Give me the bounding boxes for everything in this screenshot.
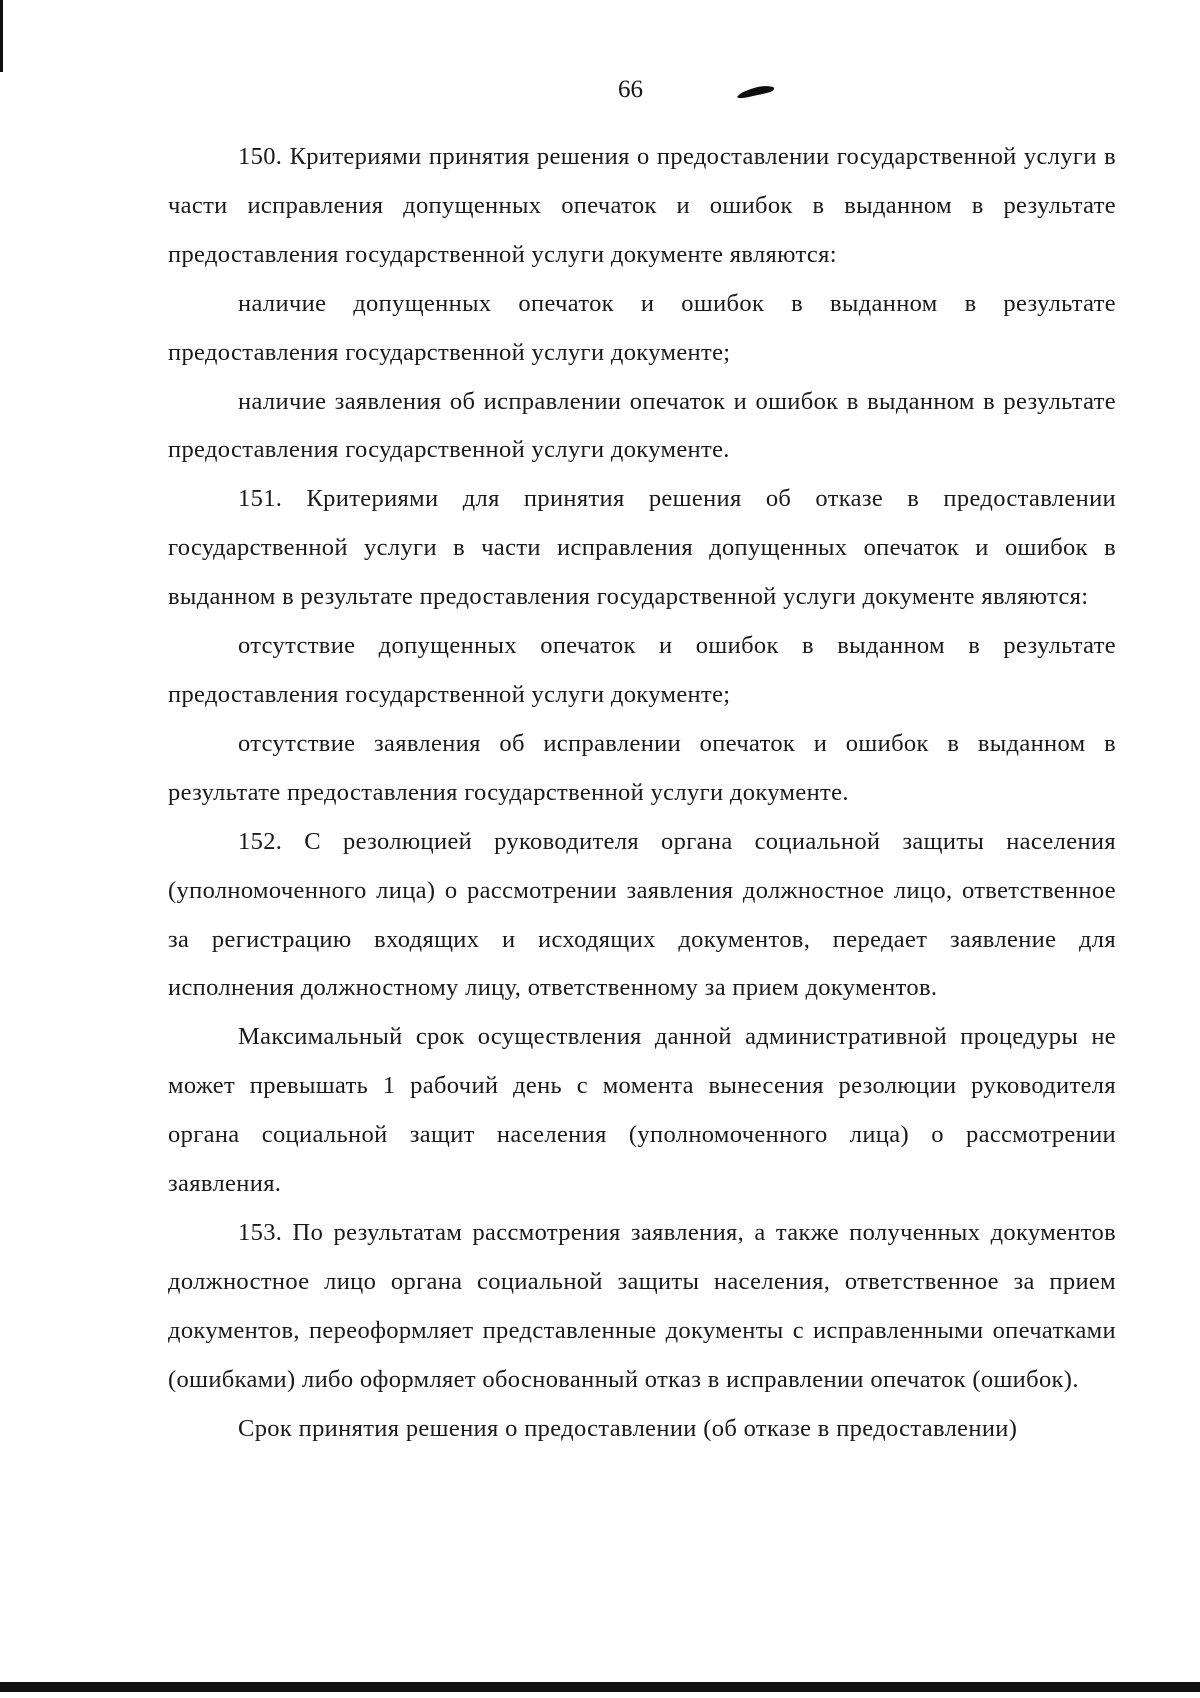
paragraph-151-criterion-2: отсутствие заявления об исправлении опечаток и ошибок в выданном в результате предоставления государственной услуги документе. <box>168 729 1116 806</box>
paragraph-153: 153. По результатам рассмотрения заявления, а также полученных документов должностное лицо органа социальной защиты населения, ответственное за прием документов, переоформляет представленные документы с исправленными опечатками (ошибками) либо оформляет обоснованный отказ в исправлении опечаток (ошибок). <box>168 1218 1116 1393</box>
scan-edge-bottom <box>0 1682 1200 1692</box>
document-body <box>168 133 1116 1453</box>
paragraph-153-deadline: Срок принятия решения о предоставлении (об отказе в предоставлении) <box>238 1414 1018 1442</box>
paragraph-151-criterion-1: отсутствие допущенных опечаток и ошибок в выданном в результате предоставления государственной услуги документе; <box>168 632 1116 708</box>
paragraph-152: 152. С резолюцией руководителя органа социальной защиты населения (уполномоченного лица) о рассмотрении заявления должностное лицо, ответственное за регистрацию входящих и исходящих документов, передает заявление для исполнения должностному лицу, ответственному за прием документов. <box>168 827 1116 1002</box>
page-number: 66 <box>618 76 643 103</box>
paragraph-150: 150. Критериями принятия решения о предоставлении государственной услуги в части исправления допущенных опечаток и ошибок в выданном в результате предоставления государственной услуги документе являются: <box>168 143 1116 268</box>
ink-blot-mark <box>736 84 776 100</box>
paragraph-152-deadline: Максимальный срок осуществления данной административной процедуры не может превышать 1 рабочий день с момента вынесения резолюции руководителя органа социальной защит населения (уполномоченного лица) о рассмотрении заявления. <box>168 1023 1116 1198</box>
paragraph-150-criterion-2: наличие заявления об исправлении опечаток и ошибок в выданном в результате предоставления государственной услуги документе. <box>168 387 1116 464</box>
paragraph-150-criterion-1: наличие допущенных опечаток и ошибок в выданном в результате предоставления государственной услуги документе; <box>168 289 1116 366</box>
paragraph-151: 151. Критериями для принятия решения об отказе в предоставлении государственной услуги в части исправления допущенных опечаток и ошибок в выданном в результате предоставления государственной услуги документе являются: <box>168 485 1116 611</box>
scan-edge-left <box>0 0 3 72</box>
